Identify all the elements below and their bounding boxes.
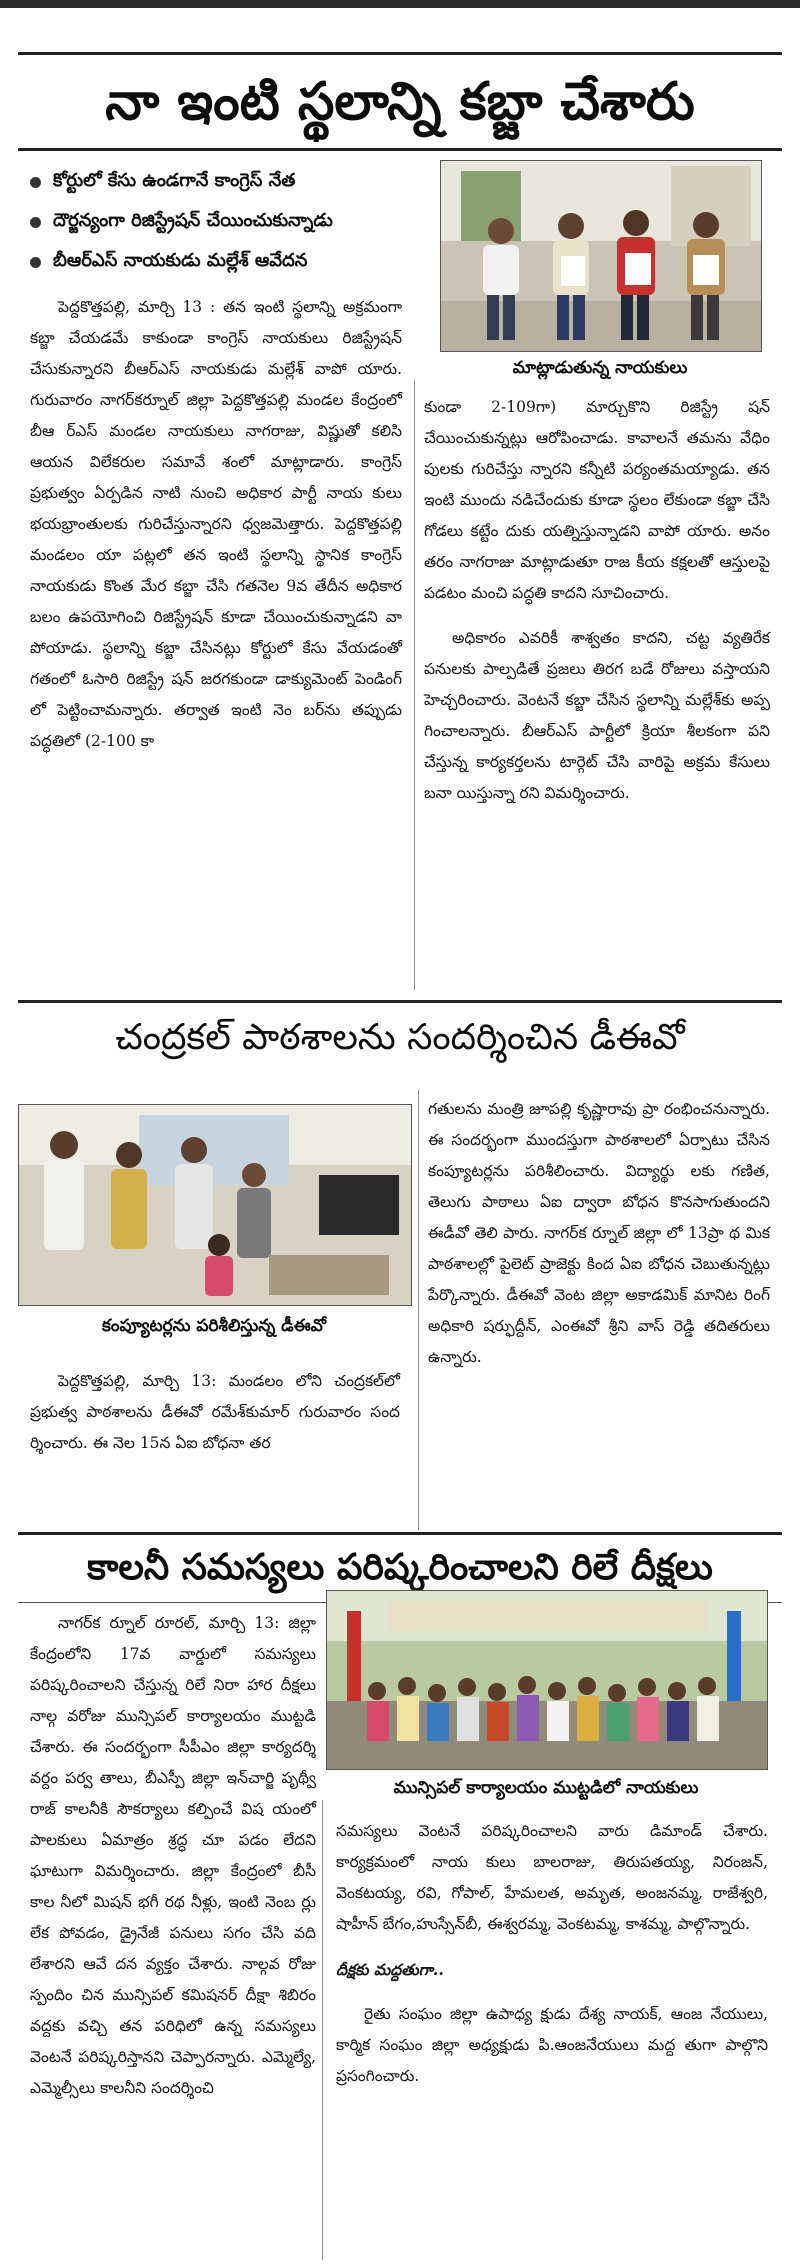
headline-bottom-rule — [18, 148, 782, 151]
article3-paragraph: రైతు సంఘం జిల్లా ఉపాధ్య క్షుడు దేశ్య నాయక్, ఆంజ నేయులు, కార్మిక సంఘం జిల్లా అధ్యక్షుడు పి.ఆంజనేయులు మద్ద తుగా పాల్గొని ప్రసంగించారు. — [336, 2005, 768, 2085]
article1-bullets — [30, 162, 440, 282]
article3-photo-caption: మున్సిపల్ కార్యాలయం ముట్టడిలో నాయకులు — [393, 1778, 699, 1798]
article1-column-left — [30, 292, 402, 992]
article3-column-left — [30, 1608, 316, 2263]
article3-subhead: దీక్షకు మద్దతుగా.. — [336, 1960, 444, 1979]
section-rule — [18, 1000, 782, 1003]
article2-photo-caption: కంప్యూటర్లను పరిశీలిస్తున్న డీఈవో — [101, 1316, 327, 1336]
leaders-photo-illustration — [441, 161, 761, 351]
article2-headline: చంద్రకల్ పాఠశాలను సందర్శించిన డీఈవో — [115, 1017, 685, 1058]
column-divider — [322, 1800, 323, 2260]
article2-paragraph: గతులను మంత్రి జూపల్లి కృష్ణారావు ప్రా రంభించనున్నారు. ఈ సందర్భంగా ముందస్తుగా పాఠశాలలో ఏర్పాటు చేసిన కంప్యూటర్లను పరిశీలించారు. విద్యార్థు లకు గణిత, తెలుగు పాఠాలు ఏఐ ద్వారా బోధన కొనసాగుతుందని ఈడీవో తెలి పారు. నాగర్‌క ర్నూల్ జిల్లా లో 13ప్రా థ మిక పాఠశాలల్లో పైలెట్ ప్రాజెక్టు కింద ఏఐ బోధన చెబుతున్నట్లు పేర్కొన్నారు. డీఈవో వెంట జిల్లా అకాడమిక్ మానిట రింగ్ అధికారి షర్ఫుద్దీన్, ఎంఈవో శ్రీని వాస్ రెడ్డి తదితరులు ఉన్నారు. — [428, 1100, 770, 1366]
bullet-item: కోర్టులో కేసు ఉండగానే కాంగ్రెస్ నేత — [30, 162, 440, 202]
article3-column-right — [336, 1816, 768, 2266]
article1-paragraph: అధికారం ఎవరికీ శాశ్వతం కాదని, చట్ట వ్యతిరేక పనులకు పాల్పడితే ప్రజలు తిరగ బడే రోజులు వస్తాయని హెచ్చరించారు. వెంటనే కబ్జా చేసిన స్థలాన్ని మల్లేశ్‌కు అప్ప గించాలన్నారు. బీఆర్ఎస్ పార్టీలో క్రియా శీలకంగా పని చేస్తున్న కార్యకర్తలను టార్గెట్ చేసి వారిపై అక్రమ కేసులు బనా యిస్తున్నా రని విమర్శించారు. — [424, 629, 770, 802]
bullet-icon — [30, 217, 41, 228]
article2-paragraph: పెద్దకొత్తపల్లి, మార్చి 13: మండలం లోని చంద్రకల్‌లో ప్రభుత్వ పాఠశాలను డీఈవో రమేశ్‌కుమార్ గురువారం సంద ర్శించారు. ఈ నెల 15న ఏఐ బోధనా తర — [30, 1372, 400, 1452]
article1-photo — [440, 160, 762, 352]
article1-paragraph: కుండా 2-109గా) మార్చుకొని రిజిస్ట్రే షన్ చేయించుకున్నట్లు ఆరోపించాడు. కావాలనే తమను వేధిం పులకు గురిచేస్తు న్నారని కన్నీటి పర్యంతమయ్యాడు. తన ఇంటి ముందు నడిచేందుకు కూడా స్థలం లేకుండా కబ్జా చేసి గోడలు కట్టేం దుకు యత్నిస్తున్నాడని వాపో యారు. అనం తరం నాగరాజు మాట్లాడుతూ రాజ కీయ కక్షలతో ఆస్తులపై పడటం మంచి పద్ధతి కాదని సూచించారు. — [424, 398, 770, 602]
article3-paragraph: సమస్యలు వెంటనే పరిష్కరించాలని వారు డిమాండ్ చేశారు. కార్యక్రమంలో నాయ కులు బాలరాజు, తిరుపతయ్య, నిరంజన్, వెంకటయ్య, రవి, గోపాల్, హేమలత, అమృత, అంజనమ్మ, రాజేశ్వరి, షాహీన్ బేగం,హుస్సేన్‌బీ, ఈశ్వరమ్మ, వెంకటమ్మ, కాశమ్మ, పాల్గొన్నారు. — [336, 1822, 768, 1933]
article1-headline: నా ఇంటి స్థలాన్ని కబ్జా చేశారు — [105, 72, 695, 132]
bullet-icon — [30, 257, 41, 268]
article2-column-right — [428, 1094, 770, 1534]
article2-column-left — [30, 1366, 400, 1526]
school-visit-photo-illustration — [19, 1105, 411, 1305]
headline-top-rule — [18, 52, 782, 55]
article3-paragraph: నాగర్‌క ర్నూల్ రూరల్, మార్చి 13: జిల్లా కేంద్రంలోని 17వ వార్డులో సమస్యలు పరిష్కరించాలని చేస్తున్న రిలే నిరా హార దీక్షలు నాల్గ వరోజు మున్సిపల్ కార్యాలయం ముట్టడి చేశారు. ఈ సందర్భంగా సీపీఎం జిల్లా కార్యదర్శి వర్దం పర్వ తాలు, బీఎస్పీ జిల్లా ఇన్‌చార్జి పృథ్వీ రాజ్ కాలనీకి సౌకర్యాలు కల్పించే విష యంలో పాలకులు ఏమాత్రం శ్రద్ధ చూ పడం లేదని ఘాటుగా విమర్శించారు. జిల్లా కేంద్రంలో బీసీ కాల నీలో మిషన్ భగీ రథ నీళ్లు, ఇంటి నెంబ ర్లు లేక పోవడం, డ్రైనేజీ పనులు సగం చేసి వది లేశారని ఆవే దన వ్యక్తం చేశారు. నాల్గవ రోజు స్పందిం చిన మున్సిపల్ కమిషనర్ దీక్షా శిబిరం వద్దకు వచ్చి తన పరిధిలో ఉన్న సమస్యలు వెంటనే పరిష్కరిస్తానని చెప్పారన్నారు. ఎమ్మెల్యే, ఎమ్మెల్సీలు కాలనీని సందర్శించి — [30, 1614, 316, 2097]
top-bar — [0, 0, 800, 8]
bullet-item: బీఆర్ఎస్ నాయకుడు మల్లేశ్ ఆవేదన — [30, 242, 440, 282]
protest-photo-illustration — [327, 1591, 767, 1769]
article1-paragraph: పెద్దకొత్తపల్లి, మార్చి 13 : తన ఇంటి స్థలాన్ని అక్రమంగా కబ్జా చేయడమే కాకుండా కాంగ్రెస్ నాయకులు రిజిస్ట్రేషన్ చేసుకున్నారని బీఆర్ఎస్ నాయకుడు మల్లేశ్ వాపో యారు. గురువారం నాగర్‌కర్నూల్ జిల్లా పెద్దకొత్తపల్లి మండల కేంద్రంలో బీఆ ర్ఎస్ మండల నాయకులు నాగరాజు, విష్ణుతో కలిసి ఆయన విలేకరుల సమావే శంలో మాట్లాడారు. కాంగ్రెస్ ప్రభుత్వం ఏర్పడిన నాటి నుంచి అధికార పార్టీ నాయ కులు భయభ్రాంతులకు గురిచేస్తున్నారని ధ్వజమెత్తారు. పెద్దకొత్తపల్లి మండలం యా పట్లలో తన ఇంటి స్థలాన్ని స్థానిక కాంగ్రెస్ నాయకుడు కొంత మేర కబ్జా చేసి గతనెల 9వ తేదీన అధికార బలం ఉపయోగించి రిజిస్ట్రేషన్ కూడా చేయించుకున్నాడని వా పోయాడు. స్థలాన్ని కబ్జా చేసినట్లు కోర్టులో కేసు వేయడంతో గతంలో ఓసారి రిజిస్ట్రే షన్ జరగకుండా డాక్యుమెంట్ పెండింగ్ లో పెట్టించామన్నారు. తర్వాత ఇంటి నెం బర్‌ను తప్పుడు పద్ధతిలో (2-100 కా — [30, 298, 402, 750]
bullet-item: దౌర్జన్యంగా రిజిస్ట్రేషన్ చేయించుకున్నాడు — [30, 202, 440, 242]
article1-column-right — [424, 392, 770, 992]
article1-photo-caption: మాట్లాడుతున్న నాయకులు — [512, 358, 688, 378]
section-rule — [18, 1532, 782, 1535]
column-divider — [418, 1090, 419, 1530]
article2-photo — [18, 1104, 412, 1306]
bullet-icon — [30, 177, 41, 188]
column-divider — [414, 380, 415, 990]
article3-headline: కాలనీ సమస్యలు పరిష్కరించాలని రిలే దీక్షలు — [87, 1547, 713, 1588]
article3-photo — [326, 1590, 768, 1770]
